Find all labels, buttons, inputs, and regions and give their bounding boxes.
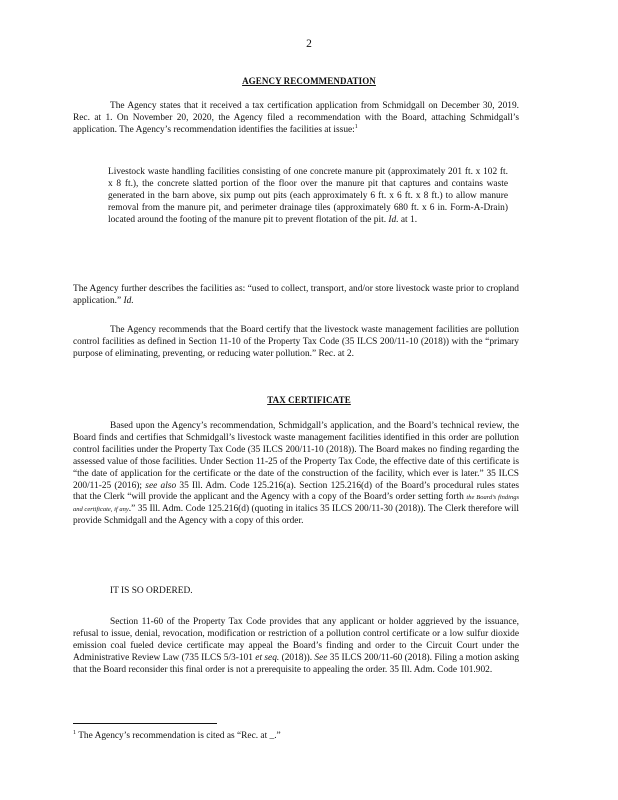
footnote-reference: 1 (354, 123, 358, 130)
paragraph-board-findings: Based upon the Agency’s recommendation, Schmidgall’s application, and the Board’s technical review, the Board finds and certifies that Schmidgall’s livestock waste management facilities identified in this order are pollution control facilities under the Property Tax Code (35 ILCS 200/11-10 (2018)). The Board makes no finding regarding the assessed value of those facilities. Under Section 11-25 of the Property Tax Code, the effective date of this certificate is “the date of application for the certificate or the date of the construction of the facility, which ever is later.” 35 ILCS 200/11-25 (2016); see also 35 Ill. Adm. Code 125.216(a). Section 125.216(d) of the Board’s procedural rules states that the Clerk “will provide the applicant and the Agency with a copy of the Board’s order setting forth the Board’s findings and certificate, if any.” 35 Ill. Adm. Code 125.216(d) (quoting in italics 35 ILCS 200/11-30 (2018)). The Clerk therefore will provide Schmidgall and the Agency with a copy of this order. (73, 421, 520, 527)
section-heading-tax-certificate: TAX CERTIFICATE (267, 395, 351, 405)
section-heading-agency-recommendation: AGENCY RECOMMENDATION (242, 76, 376, 86)
citation-id: Id. (123, 295, 134, 306)
block-quote-facilities: Livestock waste handling facilities consisting of one concrete manure pit (approximately 201 ft. x 102 ft. x 8 ft.), the concrete slatted portion of the floor over the manure pit that captures and contains waste generated in the barn above, six pump out pits (each approximately 6 ft. x 6 ft. x 8 ft.) to allow manure removal from the manure pit, and perimeter drainage tiles (approximately 680 ft. x 6 in. Form-A-Drain) located around the footing of the manure pit to prevent flotation of the pit. Id. at 1. (108, 167, 508, 225)
paragraph-appeal-rights: Section 11-60 of the Property Tax Code provides that any applicant or holder aggrieved by the issuance, refusal to issue, denial, revocation, modification or restriction of a pollution control certificate or a low sulfur dioxide emission coal fueled device certificate may appeal the Board’s finding and order to the Circuit Court under the Administrative Review Law (735 ILCS 5/3-101 et seq. (2018)). See 35 ILCS 200/11-60 (2018). Filing a motion asking that the Board reconsider this final order is not a prerequisite to appealing the order. 35 Ill. Adm. Code 101.902. (73, 617, 520, 675)
footnote-separator (73, 723, 217, 724)
footnote: $^1$ The Agency’s recommendation is cited as “Rec. at _.” (73, 729, 281, 741)
citation-id: Id. (388, 214, 399, 225)
paragraph-agency-statement: The Agency states that it received a tax certification application from Schmidgall on December 30, 2019. Rec. at 1. On November 20, 2020, the Agency filed a recommendation with the Board, attaching Schmidgall’s application. The Agency’s recommendation identifies the facilities at issue:$^1$ (73, 101, 519, 135)
footnote-number: 1 (73, 729, 76, 736)
ordered-statement: IT IS SO ORDERED. (110, 586, 193, 596)
page-number: 2 (306, 38, 312, 50)
paragraph-agency-recommends: The Agency recommends that the Board certify that the livestock waste management facilities are pollution control facilities as defined in Section 11-10 of the Property Tax Code (35 ILCS 200/11-10 (2018)) with the “primary purpose of eliminating, preventing, or reducing water pollution.” Rec. at 2. (73, 325, 519, 359)
paragraph-agency-further-describes: The Agency further describes the facilities as: “used to collect, transport, and/or store livestock waste prior to cropland application.” Id. (73, 284, 519, 306)
